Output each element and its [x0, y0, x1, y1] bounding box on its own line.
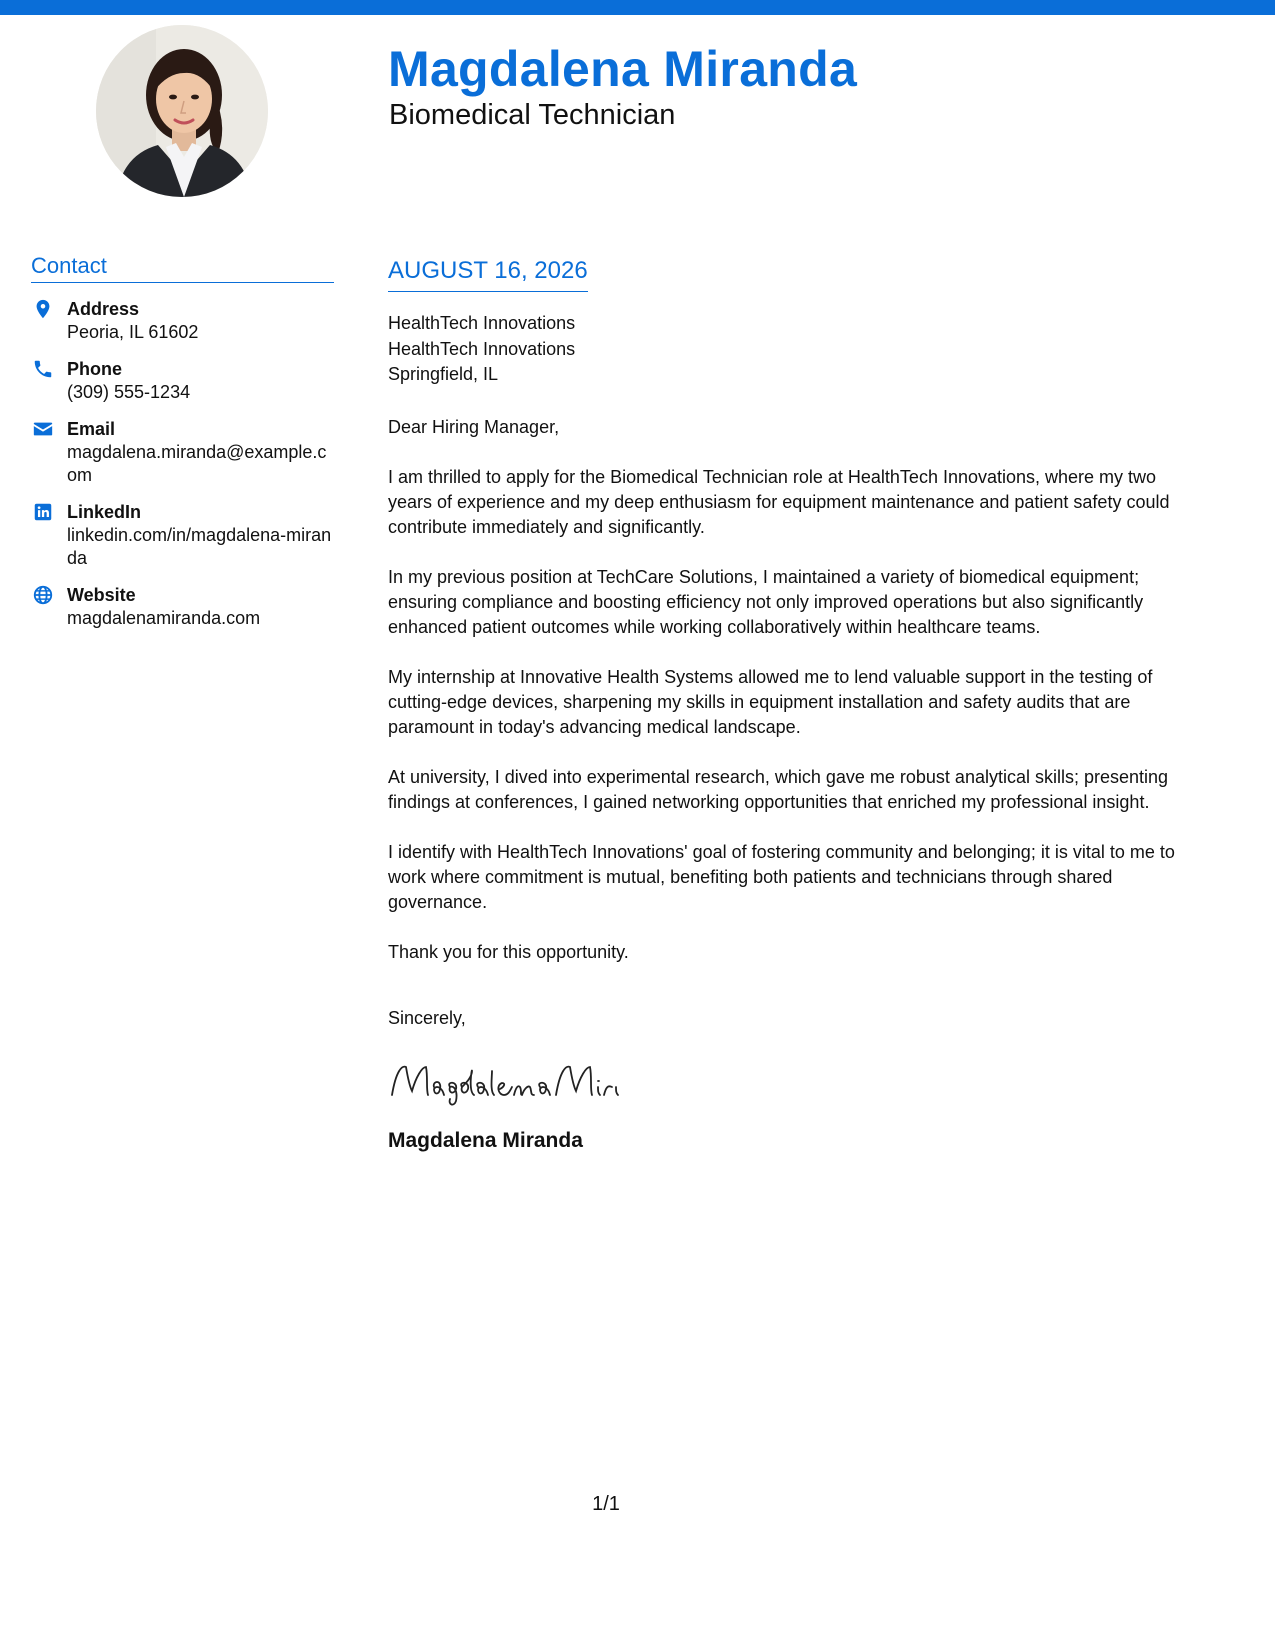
letter-date: AUGUST 16, 2026	[388, 256, 588, 292]
cover-letter-body	[388, 256, 1188, 1153]
recipient-line: HealthTech Innovations	[388, 313, 576, 333]
location-pin-icon	[32, 298, 54, 320]
envelope-icon	[32, 418, 54, 440]
contact-item-website	[31, 583, 334, 630]
signature-drawing	[388, 1057, 638, 1109]
contact-item-email	[31, 417, 334, 487]
letter-paragraph: At university, I dived into experimental research, which gave me robust analytical skills; presenting findings at conferences, I gained networking opportunities that enriched my professional insight.	[388, 766, 1169, 812]
signed-name: Magdalena Miranda	[388, 1128, 583, 1152]
greeting: Dear Hiring Manager,	[388, 416, 560, 437]
job-title: Biomedical Technician	[389, 99, 676, 131]
phone-icon	[32, 358, 54, 380]
recipient-line: HealthTech Innovations	[388, 338, 576, 359]
top-accent-bar	[0, 0, 1275, 15]
letter-paragraph: I identify with HealthTech Innovations' goal of fostering community and belonging; it is vital to me to work where commitment is mutual, benefiting both patients and technicians through shared governance.	[388, 841, 1175, 912]
contact-label: Website	[67, 585, 136, 605]
letter-paragraph: My internship at Innovative Health Systems allowed me to lend valuable support in the testing of cutting-edge devices, sharpening my skills in equipment installation and safety audits that are paramount in today's advancing medical landscape.	[388, 666, 1153, 737]
contact-item-linkedin	[31, 500, 334, 570]
contact-item-phone	[31, 357, 334, 404]
contact-label: LinkedIn	[67, 502, 142, 522]
contact-value-website[interactable]: magdalenamiranda.com	[67, 608, 261, 628]
contact-value-linkedin[interactable]: linkedin.com/in/magdalena-miranda	[67, 525, 332, 568]
profile-photo-illustration	[96, 25, 268, 197]
letter-paragraph: I am thrilled to apply for the Biomedical Technician role at HealthTech Innovations, where my two years of experience and my deep enthusiasm for equipment maintenance and patient safety could contribute immediately and significantly.	[388, 466, 1170, 537]
contact-item-address	[31, 297, 334, 344]
contact-value-address: Peoria, IL 61602	[67, 322, 199, 342]
contact-label: Phone	[67, 359, 123, 379]
contact-heading: Contact	[31, 253, 334, 283]
contact-label: Address	[67, 299, 140, 319]
letter-paragraph: In my previous position at TechCare Solutions, I maintained a variety of biomedical equipment; ensuring compliance and boosting efficiency not only improved operations but also significantly enhanced patient outcomes while working collaboratively within healthcare teams.	[388, 566, 1144, 637]
page-number: 1/1	[592, 1493, 620, 1515]
recipient-line: Springfield, IL	[388, 364, 499, 384]
candidate-name: Magdalena Miranda	[388, 41, 858, 97]
profile-photo	[96, 25, 268, 197]
closing: Sincerely,	[388, 1007, 466, 1028]
contact-value-phone: (309) 555-1234	[67, 382, 191, 402]
globe-icon	[32, 584, 54, 606]
handwritten-signature	[388, 1057, 1188, 1109]
linkedin-icon	[32, 501, 54, 523]
letter-paragraph: Thank you for this opportunity.	[388, 941, 629, 962]
recipient-block	[388, 311, 1188, 388]
contact-label: Email	[67, 419, 116, 439]
contact-value-email[interactable]: magdalena.miranda@example.com	[67, 442, 327, 485]
contact-sidebar	[31, 253, 334, 643]
